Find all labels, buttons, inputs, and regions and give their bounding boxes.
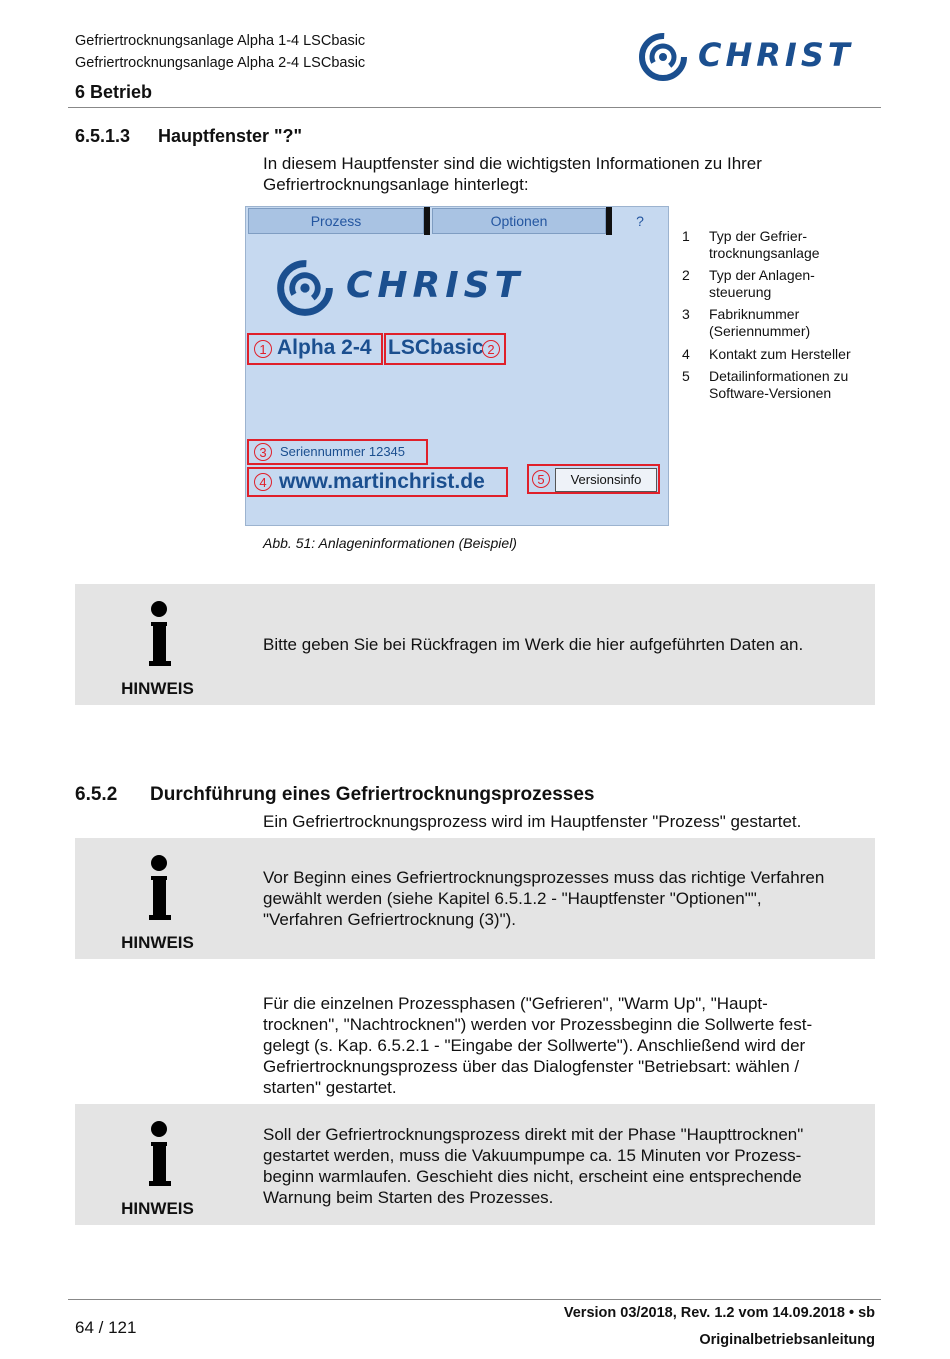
menu-prozess: Prozess [248,208,424,234]
hint-text: Bitte geben Sie bei Rückfragen im Werk die hier aufgeführten Daten an. [263,635,804,654]
screen-menubar [246,207,668,235]
hint-label: HINWEIS [121,933,194,952]
hint-text-line: Warnung beim Starten des Prozesses. [263,1188,554,1207]
legend-number: 1 [682,228,690,244]
legend-text-line: Software-Versionen [709,385,832,401]
marker-box-1 [247,333,383,365]
screen-model: Alpha 2-4 [277,336,372,359]
screen-serial: Seriennummer 12345 [280,444,406,459]
hint-text [263,1124,803,1208]
header-rule [68,107,881,108]
christ-logo [638,32,878,82]
legend-number: 5 [682,368,690,384]
section-intro: Ein Gefriertrocknungsprozess wird im Hauptfenster "Prozess" gestartet. [263,812,802,831]
menu-separator [606,207,612,235]
legend-text [709,346,874,363]
menu-optionen: Optionen [432,208,606,234]
hint-box [75,838,875,959]
legend-text [709,368,874,402]
marker-4: 4 [254,473,272,491]
marker-box-4 [247,467,508,497]
paragraph-line: trocknen", "Nachtrocknen") werden vor Prozessbeginn die Sollwerte fest- [263,1015,813,1034]
header-line-2: Gefriertrocknungsanlage Alpha 2-4 LSCbasic [75,55,366,71]
legend-text-line: Typ der Anlagen- [709,267,815,283]
intro-line-1: In diesem Hauptfenster sind die wichtigsten Informationen zu Ihrer [263,154,762,173]
legend-text [709,228,874,262]
figure-caption: Abb. 51: Anlageninformationen (Beispiel) [263,535,517,551]
paragraph-line: Für die einzelnen Prozessphasen ("Gefrieren", "Warm Up", "Haupt- [263,994,768,1013]
marker-3: 3 [254,443,272,461]
footer-doc-type: Originalbetriebsanleitung [699,1332,875,1348]
menu-separator [424,207,430,235]
legend-text-line: trocknungsanlage [709,245,820,261]
legend-text-line: steuerung [709,284,772,300]
screen-logo-text: CHRIST [346,265,525,306]
chapter-title: 6 Betrieb [75,82,153,102]
paragraph-line: starten" gestartet. [263,1078,397,1097]
hint-label: HINWEIS [121,1199,194,1218]
legend-text [709,306,874,340]
marker-box-5 [527,464,660,494]
info-icon [147,1120,177,1190]
legend-number: 4 [682,346,690,362]
marker-1: 1 [254,340,272,358]
process-paragraph [263,993,812,1098]
intro-line-2: Gefriertrocknungsanlage hinterlegt: [263,175,529,194]
christ-logo-text: CHRIST [698,36,854,74]
legend-number: 3 [682,306,690,322]
section-number: 6.5.2 [75,784,118,805]
info-icon [147,854,177,924]
hint-box [75,584,875,705]
legend-text-line: Kontakt zum Hersteller [709,346,851,362]
marker-2: 2 [482,340,500,358]
marker-box-2 [384,333,506,365]
legend-text-line: Fabriknummer [709,306,800,322]
hint-text-line: Vor Beginn eines Gefriertrocknungsprozesses muss das richtige Verfahren [263,868,825,887]
info-icon [147,600,177,670]
hint-box [75,1104,875,1225]
header-line-1: Gefriertrocknungsanlage Alpha 1-4 LSCbasic [75,33,366,49]
legend-text-line: Detailinformationen zu [709,368,849,384]
hint-text-line: Soll der Gefriertrocknungsprozess direkt mit der Phase "Haupttrocknen" [263,1125,804,1144]
version-info-button: Versionsinfo [555,468,657,492]
legend-text-line: (Seriennummer) [709,323,811,339]
section-title: Durchführung eines Gefriertrocknungsprozesses [150,784,595,805]
menu-help: ? [614,208,666,234]
section-title: Hauptfenster "?" [158,126,303,146]
legend-number: 2 [682,267,690,283]
hint-text [263,867,824,930]
screen-website: www.martinchrist.de [279,470,485,493]
device-screen-figure [245,206,669,526]
screen-logo-mark-icon [276,259,334,317]
screen-control: LSCbasic [388,336,484,359]
paragraph-line: gelegt (s. Kap. 6.5.2.1 - "Eingabe der Sollwerte"). Anschließend wird der [263,1036,806,1055]
hint-text-line: gestartet werden, muss die Vakuumpumpe ca. 15 Minuten vor Prozess- [263,1146,802,1165]
section-number: 6.5.1.3 [75,126,131,146]
christ-logo-mark-icon [638,32,688,82]
legend-text [709,267,874,301]
hint-text-line: gewählt werden (siehe Kapitel 6.5.1.2 - "Hauptfenster "Optionen"", [263,889,762,908]
hint-text-line: "Verfahren Gefriertrocknung (3)"). [263,910,517,929]
legend-text-line: Typ der Gefrier- [709,228,808,244]
marker-box-3 [247,439,428,465]
footer-version: Version 03/2018, Rev. 1.2 vom 14.09.2018 • sb [563,1305,875,1321]
page-number: 64 / 121 [75,1318,137,1337]
footer-rule [68,1299,881,1300]
paragraph-line: Gefriertrocknungsprozess über das Dialogfenster "Betriebsart: wählen / [263,1057,800,1076]
hint-text-line: beginn warmlaufen. Geschieht dies nicht, erscheint eine entsprechende [263,1167,802,1186]
marker-5: 5 [532,470,550,488]
hint-label: HINWEIS [121,679,194,698]
